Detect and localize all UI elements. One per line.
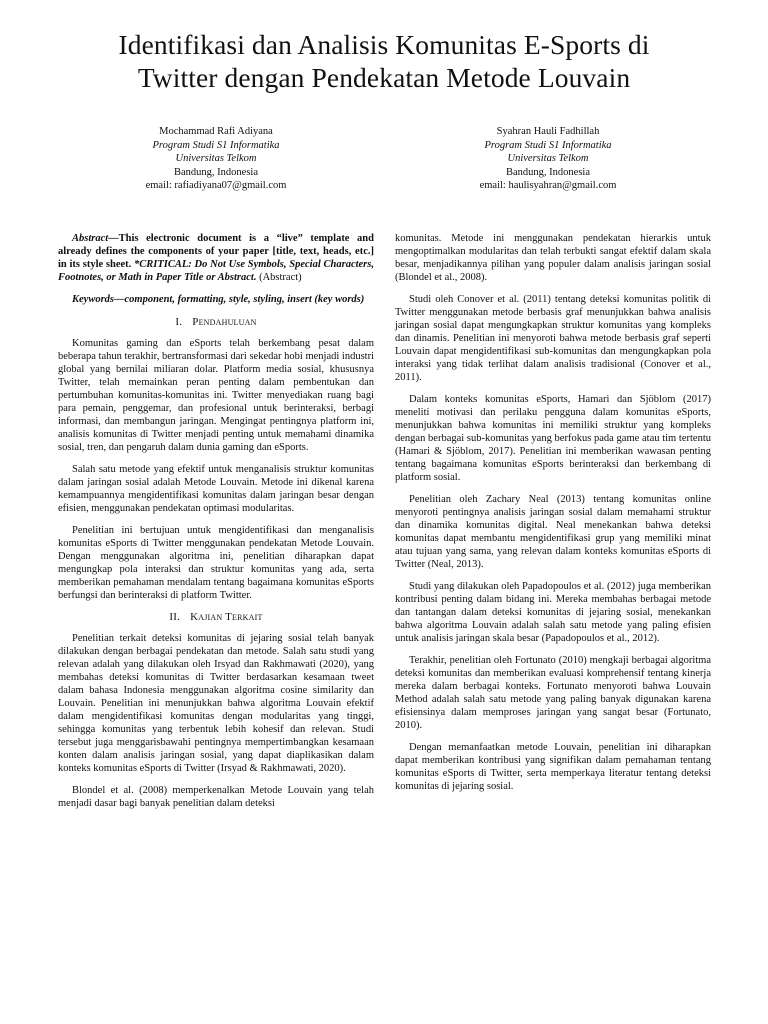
abstract-dash: — — [108, 233, 119, 244]
paragraph: Dalam konteks komunitas eSports, Hamari dan Sjöblom (2017) meneliti motivasi dan perilaku pengguna dalam komunitas eSports, menunjukkan bahwa komunitas ini memiliki struktur yang kompleks dengan berbagai sub-komunitas yang berfokus pada game atau tim tertentu (Hamari & Sjöblom, 2017). Penelitian ini memberikan wawasan penting tentang bagaimana komunitas eSports berinteraksi dan berkembang di platform sosial. — [395, 394, 711, 483]
paragraph: Studi yang dilakukan oleh Papadopoulos et al. (2012) juga memberikan kontribusi penting dalam bidang ini. Mereka membahas berbagai metode dan tantangan dalam deteksi komunitas di jejaring sosial, menekankan bahwa algoritma Louvain adalah salah satu metode yang paling efisien untuk analisis jaringan skala besar (Papadopoulos et al., 2012). — [395, 581, 711, 644]
author-email: email: haulisyahran@gmail.com — [479, 180, 617, 191]
author-program: Program Studi S1 Informatika — [484, 139, 612, 151]
title-line-2: Twitter dengan Pendekatan Metode Louvain — [137, 62, 631, 93]
author-university: Universitas Telkom — [507, 153, 589, 164]
author-city: Bandung, Indonesia — [506, 166, 590, 178]
paragraph: Blondel et al. (2008) memperkenalkan Metode Louvain yang telah menjadi dasar bagi banyak penelitian dalam deteksi — [58, 785, 374, 809]
author-program: Program Studi S1 Informatika — [152, 139, 280, 151]
section-heading-1 — [58, 316, 374, 329]
abstract-body: This electronic document is a “live” template and already defines the components of your paper [title, text, heads, etc.] in its style sheet. — [58, 233, 374, 270]
author-block-1 — [66, 125, 366, 193]
author-name: Syahran Hauli Fadhillah — [496, 126, 600, 137]
left-column — [58, 232, 374, 819]
right-column — [395, 232, 711, 802]
keywords: Keywords—component, formatting, style, styling, insert (key words) — [72, 294, 365, 305]
section-heading-2 — [58, 611, 374, 624]
paragraph: Penelitian oleh Zachary Neal (2013) tentang komunitas online menyoroti pentingnya analisis jaringan sosial dalam memahami struktur dan dinamika komunitas digital. Neal menekankan bahwa deteksi komunitas dapat membantu mengidentifikasi grup yang memiliki minat atau tujuan yang sama, yang relevan dalam konteks komunitas eSports di Twitter (Neal, 2013). — [395, 494, 711, 570]
paragraph: Salah satu metode yang efektif untuk menganalisis struktur komunitas dalam jaringan sosial adalah Metode Louvain. Metode ini dikenal karena kemampuannya mengidentifikasi komunitas dalam jaringan besar dengan efisien, menggunakan pendekatan optimasi modularitas. — [58, 464, 374, 514]
abstract — [58, 232, 374, 284]
paragraph: Dengan memanfaatkan metode Louvain, penelitian ini diharapkan dapat memberikan kontribusi yang signifikan dalam pemahaman tentang komunitas eSports di Twitter, serta memperkaya literatur tentang deteksi komunitas di jejaring sosial. — [395, 742, 711, 792]
author-name: Mochammad Rafi Adiyana — [159, 126, 273, 137]
paragraph: Terakhir, penelitian oleh Fortunato (2010) mengkaji berbagai algoritma deteksi komunitas dan memberikan evaluasi komprehensif tentang kinerja mereka dalam berbagai konteks. Fortunato menyoroti bahwa Louvain Method adalah salah satu metode yang paling banyak digunakan karena efisiensinya dalam memproses jaringan yang sangat besar (Fortunato, 2010). — [395, 655, 711, 731]
section-title: Pendahuluan — [192, 316, 257, 328]
section-title: Kajian Terkait — [190, 611, 263, 623]
title-line-1: Identifikasi dan Analisis Komunitas E-Sports di — [118, 29, 650, 60]
abstract-critical: *CRITICAL: Do Not Use Symbols, Special Characters, Footnotes, or Math in Paper Title or Abstract. — [58, 259, 374, 283]
author-university: Universitas Telkom — [175, 153, 257, 164]
author-block-2 — [398, 125, 698, 193]
abstract-label: Abstract — [72, 233, 109, 244]
paper-title — [40, 28, 728, 94]
abstract-tail: (Abstract) — [256, 272, 302, 283]
author-city: Bandung, Indonesia — [174, 166, 258, 178]
paragraph: Penelitian ini bertujuan untuk mengidentifikasi dan menganalisis komunitas eSports di Twitter menggunakan pendekatan Metode Louvain. Dengan menggunakan algoritma ini, penelitian diharapkan dapat mengungkap pola interaksi dan struktur komunitas yang ada, serta memberikan pemahaman mendalam tentang bagaimana komunitas eSports berfungsi dan berinteraksi di platform Twitter. — [58, 525, 374, 601]
paragraph: Komunitas gaming dan eSports telah berkembang pesat dalam beberapa tahun terakhir, bertransformasi dari sekedar hobi menjadi industri global yang bernilai miliaran dolar. Platform media sosial, khususnya Twitter, telah memainkan peran penting dalam pembentukan dan pertumbuhan komunitas-komunitas ini. Twitter menyediakan ruang bagi para pemain, penggemar, dan profesional untuk berinteraksi, berbagi informasi, dan membangun jaringan. Mengingat pentingnya platform ini, analisis komunitas di Twitter menjadi penting untuk memahami dinamika sosial, tren, dan pengaruh dalam dunia gaming dan eSports. — [58, 338, 374, 453]
paragraph-continued: komunitas. Metode ini menggunakan pendekatan hierarkis untuk mengoptimalkan modularitas dan telah terbukti sangat efektif dalam skala besar, menjadikannya pilihan yang populer dalam analisis jaringan sosial (Blondel et al., 2008). — [395, 233, 711, 283]
section-number: I. — [175, 316, 183, 328]
section-number: II. — [169, 611, 181, 623]
author-email: email: rafiadiyana07@gmail.com — [145, 180, 287, 191]
paragraph: Penelitian terkait deteksi komunitas di jejaring sosial telah banyak dilakukan dengan berbagai pendekatan dan metode. Salah satu studi yang relevan adalah yang dilakukan oleh Irsyad dan Rakhmawati (2020), yang membahas deteksi komunitas di Twitter berdasarkan kesamaan tweet dalam bahasa Indonesia menggunakan algoritma cosine similarity dan Louvain. Penelitian ini menunjukkan bahwa algoritma Louvain efektif dalam mengidentifikasi komunitas dengan modularitas yang tinggi, sehingga komunitas yang terbentuk lebih kohesif dan relevan. Studi tersebut juga menggarisbawahi pentingnya mempertimbangkan kesamaan konten dalam analisis jaringan sosial, yang dapat diaplikasikan dalam konteks komunitas eSports di Twitter (Irsyad & Rakhmawati, 2020). — [58, 633, 374, 774]
paragraph: Studi oleh Conover et al. (2011) tentang deteksi komunitas politik di Twitter menggunakan metode berbasis graf menunjukkan bahwa analisis jaringan sosial dapat mengungkapkan struktur komunitas yang kompleks dan dinamis. Penelitian ini menyoroti bahwa metode berbasis graf seperti Louvain dapat mengidentifikasi sub-komunitas dan mengungkapkan pola interaksi yang tidak terlihat dalam analisis tradisional (Conover et al., 2011). — [395, 294, 711, 383]
